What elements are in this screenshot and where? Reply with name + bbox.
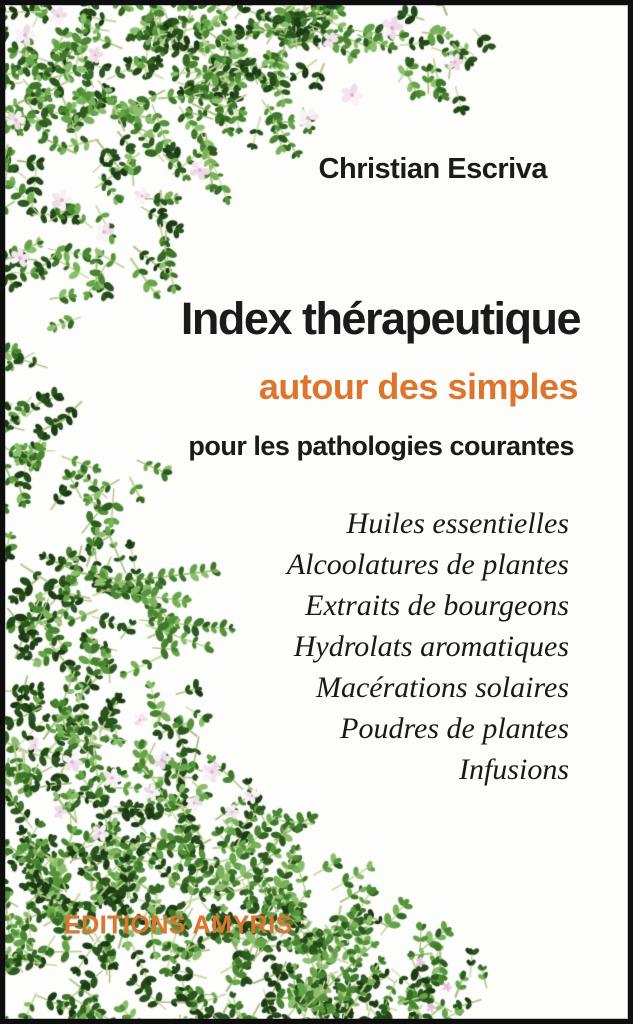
list-item: Extraits de bourgeons — [305, 589, 569, 622]
book-title: Index thérapeutique — [180, 293, 580, 344]
list-item: Macérations solaires — [315, 671, 569, 704]
list-item: Infusions — [458, 753, 569, 786]
list-item: Alcoolatures de plantes — [286, 548, 569, 581]
author-name: Christian Escriva — [318, 153, 547, 185]
list-item: Huiles essentielles — [346, 507, 569, 540]
book-tagline: pour les pathologies courantes — [188, 431, 574, 461]
list-item: Poudres de plantes — [340, 712, 569, 745]
book-subtitle: autour des simples — [258, 366, 578, 407]
publisher-logo-text: EDITIONS AMYRIS — [64, 911, 293, 939]
preparation-list — [287, 503, 569, 790]
list-item: Hydrolats aromatiques — [293, 630, 569, 663]
